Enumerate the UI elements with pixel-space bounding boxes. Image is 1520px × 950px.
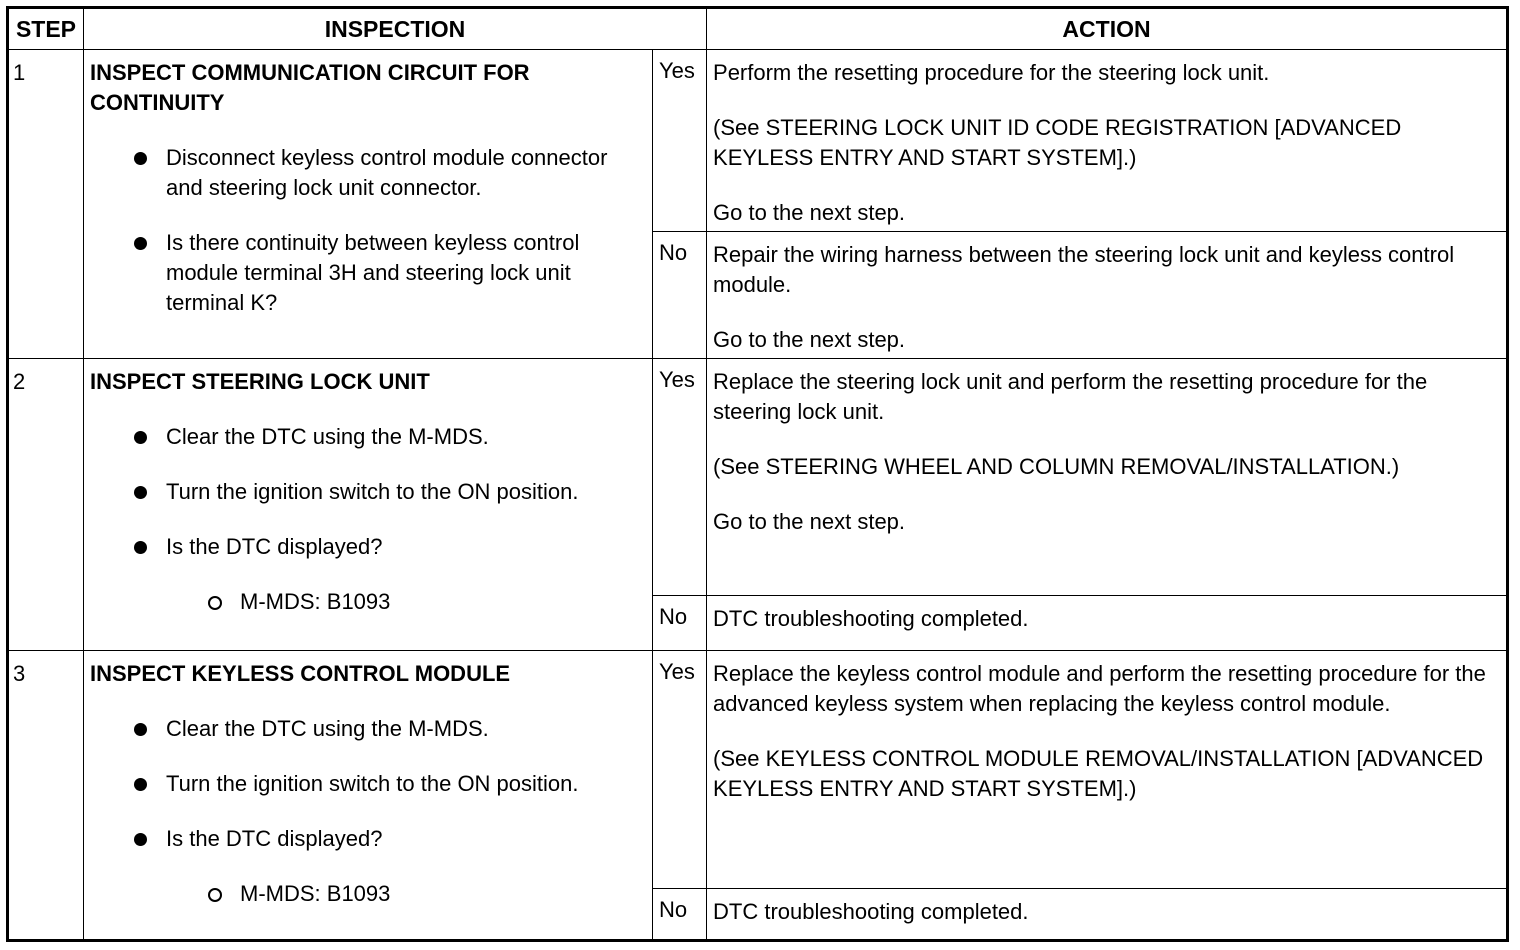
bullet-item: Turn the ignition switch to the ON position. bbox=[90, 769, 646, 799]
action-reference: (See STEERING LOCK UNIT ID CODE REGISTRATION [ADVANCED KEYLESS ENTRY AND START SYSTEM].) bbox=[713, 115, 1402, 170]
bullet-icon bbox=[134, 541, 147, 554]
no-label: No bbox=[653, 232, 707, 359]
inspection-bullets bbox=[90, 714, 646, 854]
inspection-cell bbox=[84, 651, 653, 941]
inspection-title: INSPECT COMMUNICATION CIRCUIT FOR CONTINUITY bbox=[90, 60, 530, 115]
circle-bullet-icon bbox=[208, 888, 222, 902]
yes-label: Yes bbox=[653, 359, 707, 596]
troubleshooting-table bbox=[6, 6, 1509, 942]
yes-action-cell bbox=[707, 50, 1508, 232]
action-text: DTC troubleshooting completed. bbox=[713, 899, 1029, 924]
no-action-cell bbox=[707, 232, 1508, 359]
action-reference: (See STEERING WHEEL AND COLUMN REMOVAL/INSTALLATION.) bbox=[713, 454, 1400, 479]
inspection-bullets bbox=[90, 422, 646, 562]
bullet-item: Turn the ignition switch to the ON position. bbox=[90, 477, 646, 507]
bullet-icon bbox=[134, 431, 147, 444]
yes-action-cell bbox=[707, 359, 1508, 596]
action-text: Replace the keyless control module and perform the resetting procedure for the advanced keyless system when replacing the keyless control module. bbox=[713, 661, 1486, 716]
action-text: Perform the resetting procedure for the steering lock unit. bbox=[713, 60, 1270, 85]
bullet-item: Is the DTC displayed? bbox=[90, 824, 646, 854]
no-label: No bbox=[653, 596, 707, 651]
inspection-subitems bbox=[90, 587, 646, 617]
action-text: DTC troubleshooting completed. bbox=[713, 606, 1029, 631]
troubleshooting-table-frame bbox=[6, 6, 1506, 942]
inspection-title: INSPECT STEERING LOCK UNIT bbox=[90, 369, 430, 394]
step-2-yes-row bbox=[8, 359, 1508, 596]
bullet-icon bbox=[134, 237, 147, 250]
yes-action-cell bbox=[707, 651, 1508, 889]
step-3-yes-row bbox=[8, 651, 1508, 889]
sub-item: M-MDS: B1093 bbox=[90, 879, 646, 909]
header-step: STEP bbox=[8, 8, 84, 50]
inspection-subitems bbox=[90, 879, 646, 909]
header-action: ACTION bbox=[707, 8, 1508, 50]
step-number: 1 bbox=[8, 50, 84, 359]
inspection-cell bbox=[84, 359, 653, 651]
circle-bullet-icon bbox=[208, 596, 222, 610]
bullet-item: Disconnect keyless control module connector and steering lock unit connector. bbox=[90, 143, 646, 203]
step-number: 2 bbox=[8, 359, 84, 651]
inspection-cell bbox=[84, 50, 653, 359]
action-next: Go to the next step. bbox=[713, 327, 906, 352]
bullet-icon bbox=[134, 833, 147, 846]
action-next: Go to the next step. bbox=[713, 509, 906, 534]
bullet-icon bbox=[134, 486, 147, 499]
action-next: Go to the next step. bbox=[713, 200, 906, 225]
inspection-title: INSPECT KEYLESS CONTROL MODULE bbox=[90, 661, 511, 686]
inspection-bullets bbox=[90, 143, 646, 318]
header-inspection: INSPECTION bbox=[84, 8, 707, 50]
no-action-cell bbox=[707, 889, 1508, 941]
bullet-icon bbox=[134, 778, 147, 791]
no-label: No bbox=[653, 889, 707, 941]
action-text: Replace the steering lock unit and perform the resetting procedure for the steering lock unit. bbox=[713, 369, 1428, 424]
yes-label: Yes bbox=[653, 50, 707, 232]
action-text: Repair the wiring harness between the steering lock unit and keyless control module. bbox=[713, 242, 1455, 297]
action-reference: (See KEYLESS CONTROL MODULE REMOVAL/INSTALLATION [ADVANCED KEYLESS ENTRY AND START SYSTEM].) bbox=[713, 746, 1484, 801]
bullet-icon bbox=[134, 152, 147, 165]
yes-label: Yes bbox=[653, 651, 707, 889]
bullet-item: Clear the DTC using the M-MDS. bbox=[90, 714, 646, 744]
step-1-yes-row bbox=[8, 50, 1508, 232]
bullet-item: Is there continuity between keyless control module terminal 3H and steering lock unit terminal K? bbox=[90, 228, 646, 318]
sub-item: M-MDS: B1093 bbox=[90, 587, 646, 617]
header-row bbox=[8, 8, 1508, 50]
bullet-item: Clear the DTC using the M-MDS. bbox=[90, 422, 646, 452]
step-number: 3 bbox=[8, 651, 84, 941]
bullet-item: Is the DTC displayed? bbox=[90, 532, 646, 562]
bullet-icon bbox=[134, 723, 147, 736]
no-action-cell bbox=[707, 596, 1508, 651]
